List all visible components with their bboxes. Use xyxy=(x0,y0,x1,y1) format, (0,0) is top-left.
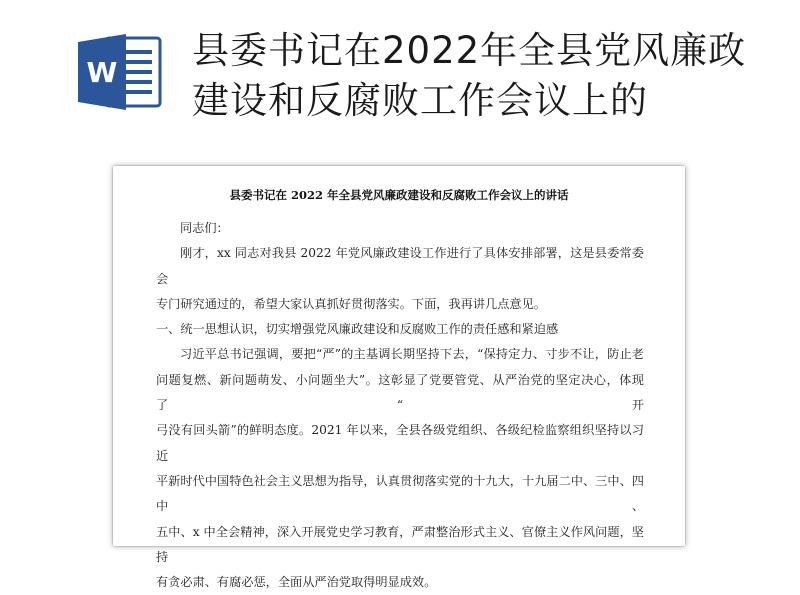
document-line: 有贪必肃、有腐必惩，全面从严治党取得明显成效。 xyxy=(156,575,437,590)
document-line: 刚才，xx 同志对我县 2022 年党风廉政建设工作进行了具体安排部署，这是县委常委会 xyxy=(156,246,644,286)
word-document-icon xyxy=(76,34,164,110)
document-line: 五中、x 中全会精神，深入开展党史学习教育，严肃整治形式主义、官僚主义作风问题，坚持 xyxy=(156,524,644,564)
document-line: 问题复燃、新问题萌发、小问题坐大”。这彰显了党要管党、从严治党的坚定决心，体现了“开 xyxy=(156,372,644,413)
document-title: 县委书记在 2022 年全县党风廉政建设和反腐败工作会议上的讲话 xyxy=(229,188,569,202)
document-body xyxy=(156,216,644,595)
document-line: 习近平总书记强调，要把“严”的主基调长期坚持下去，“保持定力、寸步不让，防止老 xyxy=(180,347,644,362)
document-line: 一、统一思想认识，切实增强党风廉政建设和反腐败工作的责任感和紧迫感 xyxy=(156,322,559,337)
document-line: 平新时代中国特色社会主义思想为指导，认真贯彻落实党的十九大，十九届二中、三中、四中、 xyxy=(156,473,644,514)
header xyxy=(0,0,800,160)
page-title: 县委书记在2022年全县党风廉政建设和反腐败工作会议上的 xyxy=(192,29,747,122)
word-icon-letter: W xyxy=(86,56,118,89)
document-line: 弓没有回头箭”的鲜明态度。2021 年以来，全县各级党组织、各级纪检监察组织坚持以习近 xyxy=(156,423,644,463)
document-page xyxy=(113,166,685,590)
document-line: 同志们： xyxy=(180,221,229,235)
document-line: 专门研究通过的，希望大家认真抓好贯彻落实。下面，我再讲几点意见。 xyxy=(156,296,546,311)
